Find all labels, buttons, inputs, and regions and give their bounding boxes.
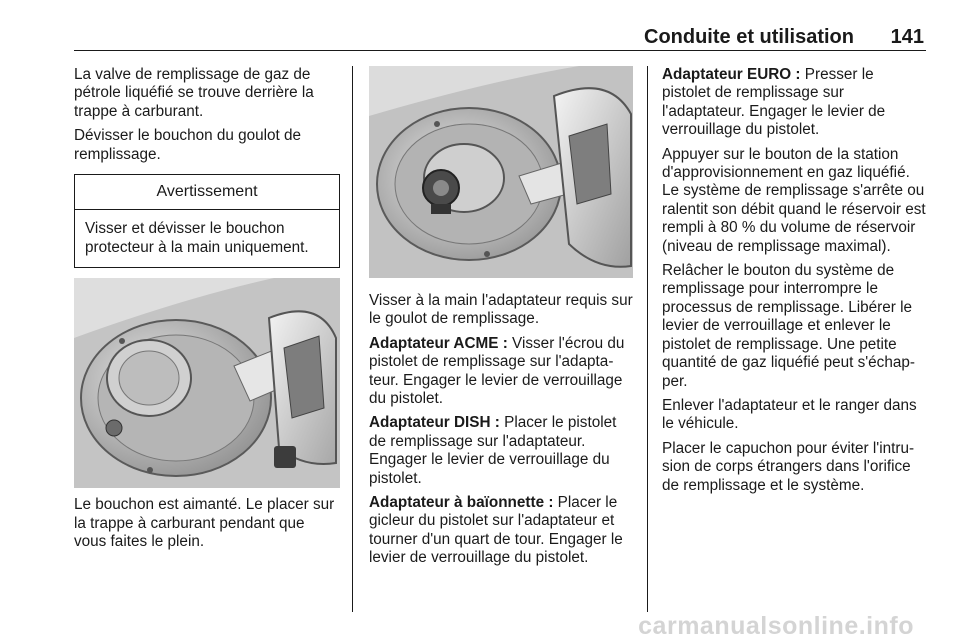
paragraph: Dévisser le bouchon du goulot de remplissage. [74, 127, 302, 163]
column-3 [662, 66, 926, 501]
paragraph: Enlever l'adaptateur et le ranger dans le véhicule. [662, 396, 917, 433]
paragraph: Placer le capuchon pour éviter l'intrusion de corps étrangers dans l'orifice de remplissage et le système. [662, 439, 915, 494]
page-number: 141 [890, 26, 924, 48]
bayonet-label: Adaptateur à baïonnette : [369, 494, 554, 512]
section-title: Conduite et utilisation [644, 26, 854, 48]
page-header [74, 26, 926, 50]
paragraph: Appuyer sur le bouton de la station d'approvisionnement en gaz liquéfié. Le système de remplissage s'arrête ou ralentit son débit quand le réservoir est rempli à 80 % du volume de réservoir (niveau de remplissage maximal). [662, 145, 926, 255]
euro-text: Presser le pistolet de remplissage sur l'adaptateur. Engager le levier de verrouillage du pistolet. [662, 66, 886, 139]
lpg-valve-illustration [369, 66, 633, 278]
column-divider [647, 66, 648, 612]
dish-text: Placer le pistolet de remplissage sur l'adaptateur. Engager le levier de verrouillage du pistolet. [369, 414, 617, 487]
bayonet-text: Placer le gicleur du pistolet sur l'adaptateur et tourner d'un quart de tour. Engager le levier de verrouillage du pistolet. [369, 494, 623, 567]
warning-box [74, 174, 340, 268]
bayonet-paragraph [369, 494, 635, 568]
column-1 [74, 66, 340, 557]
warning-text: Visser et dévisser le bouchon protecteur à la main uniquement. [85, 220, 309, 256]
paragraph: Relâcher le bouton du système de remplissage pour interrompre le processus de remplissage. Libérer le levier de verrouillage et enlever le pistolet de remplissage. Une petite quantité de gaz liquéfié peut s'échapper. [662, 262, 915, 390]
figure-caption: Le bouchon est aimanté. Le placer sur la trappe à carburant pendant que vous faites le plein. [74, 496, 335, 551]
acme-label: Adaptateur ACME : [369, 334, 508, 352]
paragraph: Visser à la main l'adaptateur requis sur le goulot de remplissage. [369, 292, 633, 328]
acme-paragraph [369, 335, 635, 409]
column-2 [369, 66, 635, 574]
euro-label: Adaptateur EURO : [662, 66, 801, 83]
fuel-cap-illustration [74, 278, 340, 488]
acme-text: Visser l'écrou du pistolet de remplissage sur l'adaptateur. Engager le levier de verrouillage du pistolet. [369, 334, 625, 408]
warning-title: Avertissement [75, 175, 339, 210]
header-rule [74, 50, 926, 51]
dish-label: Adaptateur DISH : [369, 414, 500, 432]
column-divider [352, 66, 353, 612]
dish-paragraph [369, 414, 635, 488]
paragraph: La valve de remplissage de gaz de pétrole liquéfié se trouve derrière la trappe à carburant. [74, 66, 314, 120]
watermark: carmanualsonline.info [638, 612, 914, 640]
euro-paragraph [662, 66, 926, 140]
